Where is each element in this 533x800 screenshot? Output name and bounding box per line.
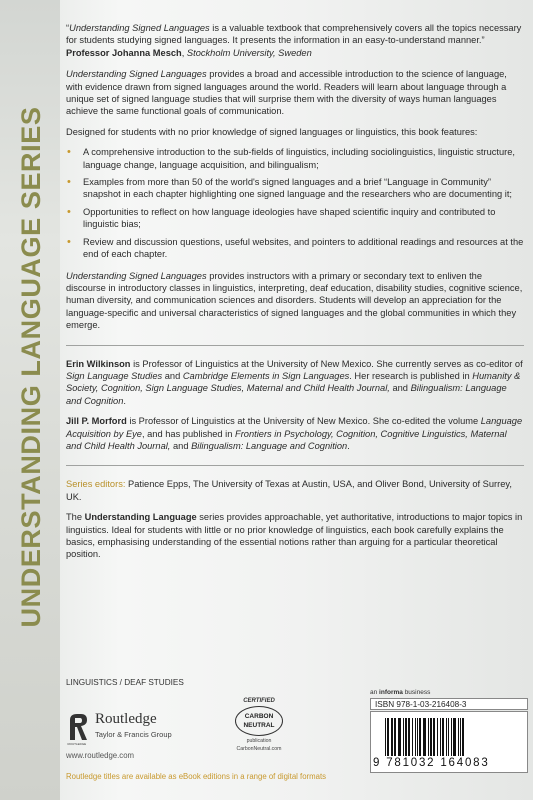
informa-prefix: an	[370, 689, 380, 696]
isbn-label: ISBN 978-1-03-216408-3	[370, 698, 528, 710]
features-lead: Designed for students with no prior knowledge of signed languages or linguistics, this book features:	[66, 126, 478, 137]
closing-paragraph	[66, 270, 524, 332]
endorsement-quote: “Understanding Signed Languages is a valuable textbook that comprehensively covers all the topics necessary for students studying signed languages. It presents the information in an easy-to-understand manner.” Professor Johanna Mesch, Stockholm University, Sweden	[66, 23, 522, 58]
series-description	[66, 511, 524, 561]
barcode-bar	[460, 718, 461, 756]
bio-title: Humanity & Society, Cognition, Sign Language Studies, Maternal and Child Health Journal,	[66, 370, 521, 394]
feature-text: Review and discussion questions, useful websites, and pointers to additional readings and resources at the end of each chapter.	[83, 236, 524, 260]
list-item	[66, 236, 524, 261]
author-bio-2	[66, 415, 524, 452]
series-desc-text: series provides approachable, yet authoritative, introductions to major topics in linguistics. Ideal for students with little or no prior knowledge of linguistics, each book carefully explains the basics, emphasising understanding of the essential notions rather than arguing for a particular theoretical position.	[66, 512, 523, 560]
bio-text: and	[389, 383, 411, 394]
barcode-bar	[403, 718, 404, 756]
intro-paragraph	[66, 68, 524, 118]
closing-book-title: Understanding Signed Languages	[66, 270, 207, 281]
barcode-bar	[387, 718, 389, 756]
barcode-bar	[442, 718, 444, 756]
list-item	[66, 206, 524, 231]
series-title: UNDERSTANDING LANGUAGE SERIES	[16, 106, 46, 628]
carbon-line2: NEUTRAL	[243, 722, 275, 729]
bio-title: Frontiers in Psychology, Cognition, Cognitive Linguistics, Maternal and Child Health Journal,	[66, 428, 507, 451]
divider	[66, 465, 524, 466]
bullet-icon: •	[67, 176, 71, 189]
quote-open-mark: “	[66, 23, 70, 33]
author-bio-1	[66, 358, 524, 408]
barcode-bar	[385, 718, 386, 756]
barcode-bars	[385, 718, 515, 756]
bullet-icon: •	[67, 146, 71, 159]
bio-text: .	[347, 440, 350, 451]
ebook-note: Routledge titles are available as eBook editions in a range of digital formats	[66, 772, 327, 781]
author-name: Jill P. Morford	[66, 416, 127, 427]
informa-brand: informa	[379, 689, 403, 696]
bio-text: is Professor of Linguistics at the University of New Mexico. She co-edited the volume	[126, 416, 481, 427]
bio-text: , and has published in	[141, 428, 236, 439]
series-editors-label: Series editors:	[66, 479, 126, 490]
bio-title: Language Acquisition by Eye	[66, 416, 523, 439]
bio-text: is Professor of Linguistics at the University of New Mexico. She currently serves as co-editor of	[130, 358, 523, 369]
barcode-bar	[446, 718, 447, 756]
publisher-logo	[66, 710, 216, 750]
bullet-icon: •	[67, 205, 71, 218]
bio-title: Bilingualism: Language and Cognition	[191, 440, 348, 451]
barcode-bar	[448, 718, 449, 756]
list-item	[66, 176, 524, 201]
carbon-line1: CARBON	[244, 713, 274, 720]
barcode-bar	[405, 718, 407, 756]
barcode-bar	[440, 718, 441, 756]
bio-title: Sign Language Studies	[66, 370, 163, 381]
bio-text: .	[123, 395, 126, 406]
barcode-number: 9 781032 164083	[373, 757, 490, 769]
barcode-bar	[458, 718, 459, 756]
barcode-bar	[391, 718, 393, 756]
quote-close-mark: ”	[481, 35, 485, 46]
endorser-name: Professor Johanna Mesch	[66, 47, 182, 58]
intro-text: provides a broad and accessible introduction to the science of language, with evidence drawn from signed languages around the world. Readers will learn about language through a unique set of signed language studies that will surprise them with the diversity of ways human languages achieve the same functional goals of communication.	[66, 69, 507, 117]
features-list	[66, 146, 524, 260]
feature-text: Examples from more than 50 of the world's signed languages and a brief “Language in Community” snapshot in each chapter highlighting one signed language and the researchers who are documenting it;	[83, 177, 512, 200]
subject-category: LINGUISTICS / DEAF STUDIES	[66, 678, 184, 687]
author-name: Erin Wilkinson	[66, 358, 131, 369]
carbon-neutral-icon	[235, 706, 283, 736]
barcode	[370, 711, 528, 773]
series-editors	[66, 478, 524, 503]
informa-suffix: business	[402, 689, 431, 696]
routledge-logo-icon	[66, 710, 90, 746]
barcode-bar	[462, 718, 464, 756]
intro-book-title: Understanding Signed Languages	[66, 69, 207, 80]
barcode-bar	[451, 718, 452, 756]
list-item	[66, 146, 524, 171]
bio-title: Bilingualism: Language and Cognition	[66, 383, 507, 406]
carbon-publication: publication	[246, 738, 272, 744]
barcode-bar	[437, 718, 438, 756]
barcode-bar	[453, 718, 456, 756]
series-desc-text: The	[66, 512, 85, 523]
bio-text: and	[170, 440, 192, 451]
carbon-site: CarbonNeutral.com	[236, 746, 282, 752]
feature-text: A comprehensive introduction to the sub-fields of linguistics, including sociolinguistics, linguistic structure, language change, language acquisition, and bilingualism;	[83, 147, 516, 170]
publisher-group: Taylor & Francis Group	[95, 730, 172, 739]
endorser-affiliation: Stockholm University, Sweden	[186, 47, 312, 58]
carbon-certified: CERTIFIED	[243, 698, 275, 704]
series-name: Understanding Language	[84, 512, 197, 523]
barcode-bar	[412, 718, 413, 756]
bullet-icon: •	[67, 235, 71, 248]
publisher-name: Routledge	[95, 711, 157, 727]
series-editors-text: Patience Epps, The University of Texas at Austin, USA, and Oliver Bond, University of Surrey, UK.	[66, 479, 512, 502]
barcode-bar	[408, 718, 410, 756]
bio-title: Cambridge Elements in Sign Languages	[182, 370, 350, 381]
barcode-bar	[415, 718, 416, 756]
logo-side-text: ROUTLEDGE	[67, 742, 87, 746]
back-cover-text	[66, 22, 524, 569]
bio-text: . Her research is published in	[349, 370, 473, 381]
barcode-bar	[433, 718, 435, 756]
feature-text: Opportunities to reflect on how language ideologies have shaped scientific inquiry and contributed to linguistic bias;	[83, 206, 496, 230]
barcode-bar	[423, 718, 426, 756]
quote-text: is a valuable textbook that comprehensively covers all the topics necessary for students studying signed languages. It presents the information in an easy-to-understand manner.	[66, 23, 522, 46]
barcode-bar	[398, 718, 401, 756]
bio-text: and	[162, 370, 183, 381]
quote-book-title: Understanding Signed Languages	[69, 23, 210, 33]
carbon-neutral-badge	[228, 698, 290, 764]
barcode-bar	[394, 718, 396, 756]
informa-tagline	[370, 689, 430, 696]
closing-text: provides instructors with a primary or secondary text to enliven the discourse in introductory classes in linguistics, interpreting, deaf education, disability studies, cognitive science, human diversity, and communication sciences and disorders. Students will develop an appreciation for the language-specific and universal characteristics of signed languages and the global communities in which they emerge.	[66, 270, 523, 331]
barcode-bar	[428, 718, 429, 756]
publisher-url: www.routledge.com	[66, 751, 135, 760]
barcode-bar	[419, 718, 421, 756]
barcode-bar	[417, 718, 418, 756]
barcode-bar	[430, 718, 432, 756]
divider	[66, 345, 524, 346]
